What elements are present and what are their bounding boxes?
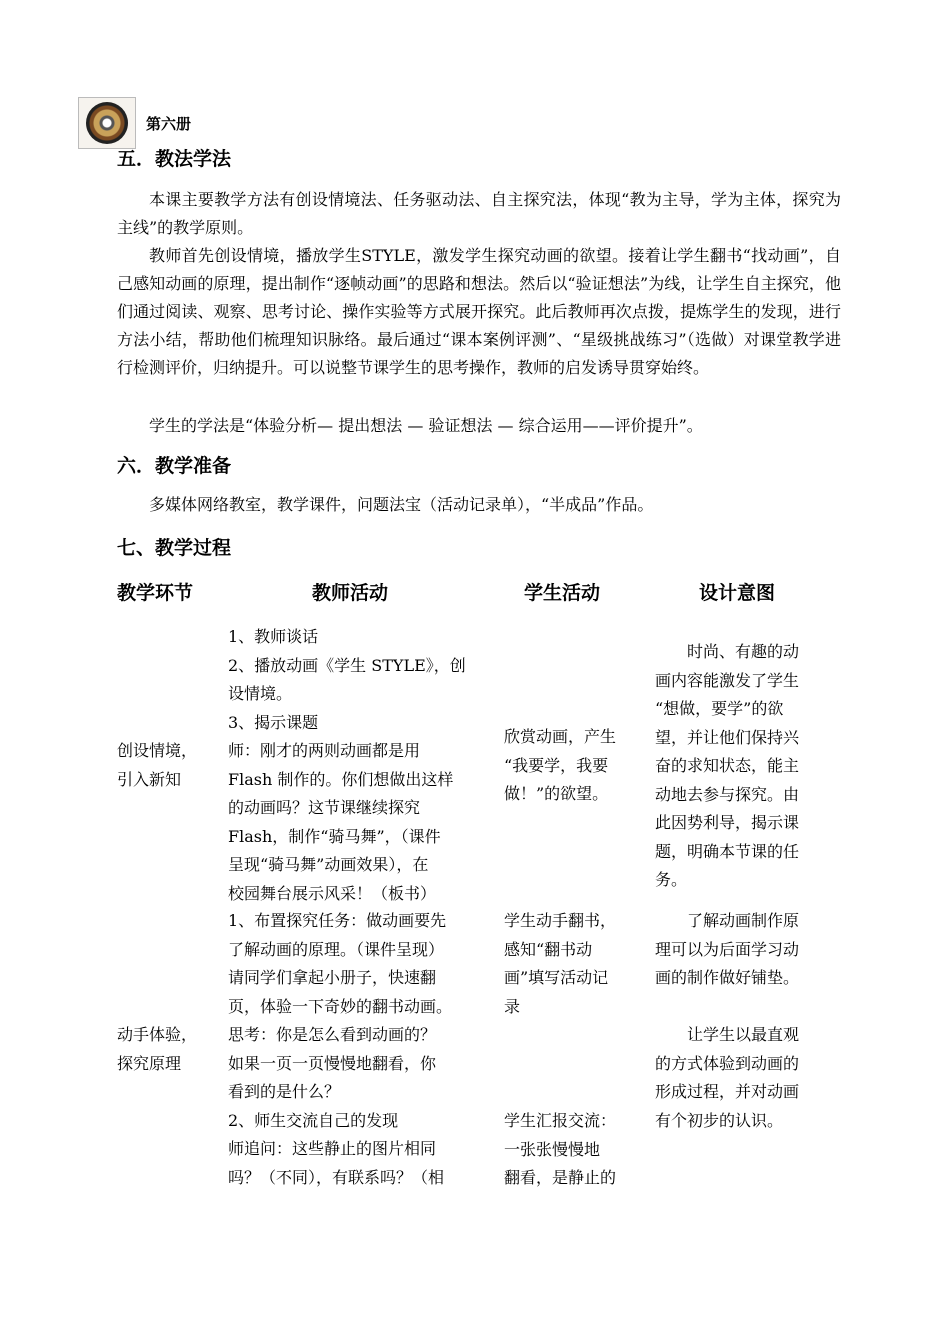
row2-intent-line: 有个初步的认识。 bbox=[655, 1110, 784, 1130]
section-seven-title: 七、教学过程 bbox=[117, 537, 232, 559]
row2-intent-line: 的方式体验到动画的 bbox=[655, 1053, 800, 1073]
row1-intent-cell bbox=[655, 638, 835, 895]
table-header-stage: 教学环节 bbox=[117, 582, 194, 604]
row1-intent-line: 望，并让他们保持兴 bbox=[655, 727, 800, 747]
row2-student-line: 翻看，是静止的 bbox=[504, 1168, 617, 1187]
row1-intent-line: 务。 bbox=[655, 870, 688, 889]
row1-student-cell bbox=[504, 723, 640, 809]
row1-intent-line: 奋的求知状态，能主 bbox=[655, 756, 800, 775]
table-header-student: 学生活动 bbox=[524, 582, 601, 604]
row1-teacher-line: 呈现“骑马舞”动画效果），在 bbox=[228, 855, 429, 874]
row1-teacher-cell bbox=[228, 623, 488, 908]
book-volume-label: 第六册 bbox=[146, 114, 192, 133]
row2-teacher-line: 师追问：这些静止的图片相同 bbox=[228, 1139, 437, 1158]
row2-student-line: 学生汇报交流： bbox=[504, 1111, 617, 1130]
row2-teacher-line: 思考：你是怎么看到动画的？ bbox=[228, 1025, 437, 1044]
section-five-title: 五．教法学法 bbox=[117, 148, 232, 170]
section-six-title: 六．教学准备 bbox=[117, 455, 232, 477]
row1-intent-line: 此因势利导，揭示课 bbox=[655, 813, 800, 832]
cd-disc-icon bbox=[78, 97, 136, 149]
row2-teacher-line: 1、布置探究任务：做动画要先 bbox=[228, 911, 447, 930]
row2-intent-cell-a bbox=[655, 907, 835, 993]
row2-student-line: 画”填写活动记 bbox=[504, 968, 609, 987]
row1-intent-line: 动地去参与探究。由 bbox=[655, 784, 800, 804]
row2-teacher-line: 吗？（不同），有联系吗？（相 bbox=[228, 1167, 445, 1187]
row1-teacher-line: Flash 制作的。你们想做出这样 bbox=[228, 769, 454, 789]
row2-teacher-line: 2、师生交流自己的发现 bbox=[228, 1110, 399, 1130]
row2-student-line: 学生动手翻书， bbox=[504, 911, 617, 930]
row2-intent-line: 了解动画制作原 bbox=[687, 911, 800, 930]
row2-student-line: 一张张慢慢地 bbox=[504, 1139, 601, 1159]
row1-stage-line: 创设情境， bbox=[117, 741, 198, 760]
section-five-paragraph-3: 学生的学法是“体验分析— 提出想法 — 验证想法 — 综合运用——评价提升”。 bbox=[149, 416, 703, 435]
row2-student-cell-b bbox=[504, 1107, 640, 1193]
row2-student-cell-a bbox=[504, 907, 640, 1021]
row1-intent-line: 时尚、有趣的动 bbox=[687, 642, 800, 661]
page-header bbox=[78, 97, 191, 149]
row2-student-line: 录 bbox=[504, 996, 521, 1016]
row1-teacher-line: 的动画吗？这节课继续探究 bbox=[228, 798, 421, 817]
row1-intent-line: “想做，要学”的欲 bbox=[655, 699, 784, 718]
row2-intent-line: 理可以为后面学习动 bbox=[655, 939, 800, 959]
row1-teacher-line: 校园舞台展示风采！（板书） bbox=[228, 883, 437, 903]
row1-student-line: “我要学，我要 bbox=[504, 755, 609, 775]
section-five-paragraph-2: 教师首先创设情境，播放学生STYLE，激发学生探究动画的欲望。接着让学生翻书“找动画”，自己感知动画的原理，提出制作“逐帧动画”的思路和想法。然后以“验证想法”为线，让学生自主探究，他们通过阅读、观察、思考讨论、操作实验等方式展开探究。此后教师再次点拨，提炼学生的发现，进行方法小结，帮助他们梳理知识脉络。最后通过“课本案例评测”、“星级挑战练习”（选做）对课堂教学进行检测评价，归纳提升。可以说整节课学生的思考操作，教师的启发诱导贯穿始终。 bbox=[117, 246, 841, 377]
row2-stage-line: 探究原理 bbox=[117, 1053, 182, 1073]
row1-teacher-line: 设情境。 bbox=[228, 684, 293, 703]
row1-teacher-line: 师：刚才的两则动画都是用 bbox=[228, 741, 421, 760]
row1-intent-line: 画内容能激发了学生 bbox=[655, 670, 800, 690]
row1-stage-line: 引入新知 bbox=[117, 769, 182, 789]
row1-intent-line: 题，明确本节课的任 bbox=[655, 841, 800, 861]
section-five-paragraph-1: 本课主要教学方法有创设情境法、任务驱动法、自主探究法，体现“教为主导，学为主体，探究为主线”的教学原则。 bbox=[117, 190, 841, 237]
section-six-paragraph-1: 多媒体网络教室，教学课件，问题法宝（活动记录单），“半成品”作品。 bbox=[149, 495, 654, 514]
table-header-intent: 设计意图 bbox=[699, 582, 776, 604]
row2-intent-cell-b bbox=[655, 1021, 835, 1135]
row2-intent-line: 让学生以最直观 bbox=[687, 1025, 800, 1044]
row2-intent-line: 形成过程，并对动画 bbox=[655, 1082, 800, 1101]
row1-stage-cell bbox=[117, 737, 217, 794]
row1-teacher-line: Flash，制作“骑马舞”，（课件 bbox=[228, 826, 441, 846]
row2-teacher-line: 页，体验一下奇妙的翻书动画。 bbox=[228, 996, 453, 1016]
row1-teacher-line: 2、播放动画《学生 STYLE》，创 bbox=[228, 655, 466, 675]
row2-teacher-line: 请同学们拿起小册子，快速翻 bbox=[228, 968, 437, 987]
row2-student-line: 感知“翻书动 bbox=[504, 939, 593, 959]
row2-intent-line: 画的制作做好铺垫。 bbox=[655, 968, 800, 987]
row2-stage-cell bbox=[117, 1021, 217, 1078]
row2-teacher-line: 如果一页一页慢慢地翻看，你 bbox=[228, 1053, 437, 1073]
row1-teacher-line: 1、教师谈话 bbox=[228, 627, 319, 646]
row2-teacher-line: 了解动画的原理。（课件呈现） bbox=[228, 939, 445, 959]
row1-student-line: 欣赏动画，产生 bbox=[504, 727, 617, 746]
row2-stage-line: 动手体验， bbox=[117, 1025, 198, 1044]
row2-teacher-line: 看到的是什么？ bbox=[228, 1082, 341, 1101]
row1-student-line: 做！”的欲望。 bbox=[504, 784, 609, 803]
row1-teacher-line: 3、揭示课题 bbox=[228, 712, 319, 732]
row2-teacher-cell bbox=[228, 907, 488, 1192]
table-header-teacher: 教师活动 bbox=[312, 582, 389, 604]
